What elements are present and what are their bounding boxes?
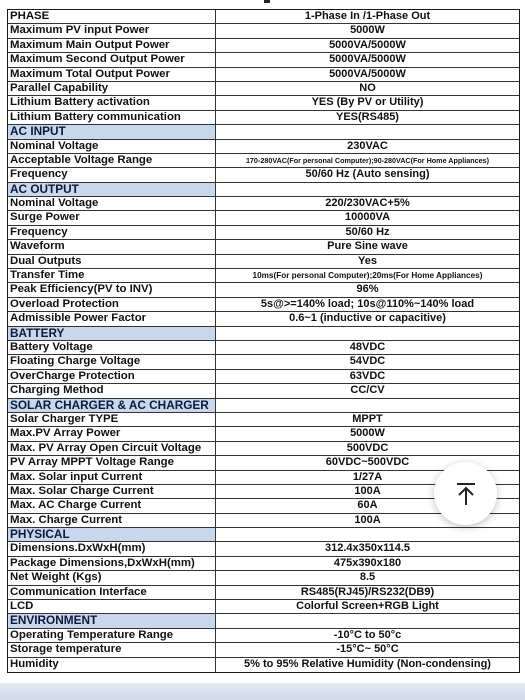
spec-value: 48VDC bbox=[349, 340, 386, 353]
spec-value bbox=[216, 528, 519, 541]
table-row bbox=[8, 542, 519, 556]
table-row bbox=[8, 643, 519, 657]
spec-label: Max. Solar Charge Current bbox=[8, 485, 216, 498]
table-row bbox=[8, 140, 519, 154]
spec-value: 5000VA/5000W bbox=[329, 67, 406, 80]
spec-label: Maximum PV input Power bbox=[8, 24, 216, 37]
spec-label: Max. Solar input Current bbox=[8, 471, 216, 484]
spec-value: 60A bbox=[357, 499, 378, 512]
table-row bbox=[8, 154, 519, 168]
table-row bbox=[8, 39, 519, 53]
spec-value: 170-280VAC(For personal Computer);90-280VAC(For Home Appliances) bbox=[245, 155, 490, 165]
spec-value: 63VDC bbox=[349, 369, 386, 382]
section-header bbox=[8, 528, 519, 542]
spec-value: 220/230VAC+5% bbox=[325, 197, 410, 210]
table-row bbox=[8, 96, 519, 110]
spec-label: Lithium Battery activation bbox=[8, 96, 216, 109]
section-title: SOLAR CHARGER & AC CHARGER bbox=[8, 399, 216, 412]
section-title: AC OUTPUT bbox=[8, 183, 216, 196]
spec-value: 5000VA/5000W bbox=[329, 53, 406, 66]
section-header bbox=[8, 183, 519, 197]
spec-label: Maximum Second Output Power bbox=[8, 53, 216, 66]
spec-value: 1/27A bbox=[352, 470, 383, 483]
scroll-to-top-button[interactable] bbox=[434, 462, 497, 525]
spec-value: 312.4x350x114.5 bbox=[324, 542, 411, 555]
spec-value: 10ms(For personal Computer);20ms(For Home Appliances) bbox=[252, 271, 483, 281]
spec-value: RS485(RJ45)/RS232(DB9) bbox=[300, 585, 435, 598]
spec-label: Peak Efficiency(PV to INV) bbox=[8, 283, 216, 296]
table-row bbox=[8, 269, 519, 283]
section-title: ENVIRONMENT bbox=[8, 614, 216, 627]
spec-value: 475x390x180 bbox=[333, 556, 402, 569]
bottom-strip bbox=[0, 683, 525, 700]
spec-value: 5000W bbox=[350, 427, 385, 440]
spec-value bbox=[216, 183, 519, 196]
table-row bbox=[8, 413, 519, 427]
spec-label: Acceptable Voltage Range bbox=[8, 154, 216, 167]
spec-label: Battery Voltage bbox=[8, 341, 216, 354]
table-row bbox=[8, 226, 519, 240]
spec-value: Colorful Screen+RGB Light bbox=[296, 600, 439, 613]
spec-value: 10000VA bbox=[344, 211, 391, 224]
spec-label: Storage temperature bbox=[8, 643, 216, 656]
spec-label: Dual Outputs bbox=[8, 255, 216, 268]
table-row bbox=[8, 197, 519, 211]
spec-value: 54VDC bbox=[349, 355, 386, 368]
table-row bbox=[8, 629, 519, 643]
spec-label: PHASE bbox=[8, 10, 216, 23]
spec-value bbox=[216, 399, 519, 412]
spec-label: Humidity bbox=[8, 658, 216, 672]
spec-label: Nominal Voltage bbox=[8, 197, 216, 210]
spec-value: 8.5 bbox=[359, 571, 376, 584]
spec-label: Max.PV Array Power bbox=[8, 427, 216, 440]
spec-label: Max. PV Array Open Circuit Voltage bbox=[8, 442, 216, 455]
table-row bbox=[8, 355, 519, 369]
spec-label: Frequency bbox=[8, 168, 216, 181]
table-row bbox=[8, 427, 519, 441]
section-title: PHYSICAL bbox=[8, 528, 216, 541]
spec-value: MPPT bbox=[352, 412, 383, 425]
table-row bbox=[8, 255, 519, 269]
spec-value: 5000VA/5000W bbox=[329, 38, 406, 51]
section-header bbox=[8, 614, 519, 628]
spec-label: Solar Charger TYPE bbox=[8, 413, 216, 426]
spec-label: Lithium Battery communication bbox=[8, 111, 216, 124]
spec-label: Admissible Power Factor bbox=[8, 312, 216, 325]
spec-value: -15°C~ 50°C bbox=[336, 643, 399, 656]
spec-label: Communication Interface bbox=[8, 586, 216, 599]
spec-label: Waveform bbox=[8, 240, 216, 253]
spec-label: Transfer Time bbox=[8, 269, 216, 282]
spec-value: 50/60 Hz (Auto sensing) bbox=[305, 168, 430, 181]
spec-label: Overload Protection bbox=[8, 298, 216, 311]
spec-label: Dimensions.DxWxH(mm) bbox=[8, 542, 216, 555]
spec-label: Maximum Total Output Power bbox=[8, 68, 216, 81]
table-row bbox=[8, 53, 519, 67]
spec-value: 500VDC bbox=[346, 441, 389, 454]
spec-label: Floating Charge Voltage bbox=[8, 355, 216, 368]
table-row bbox=[8, 283, 519, 297]
spec-value: YES(RS485) bbox=[336, 110, 399, 123]
table-row bbox=[8, 370, 519, 384]
section-header bbox=[8, 125, 519, 139]
spec-label: Charging Method bbox=[8, 384, 216, 397]
spec-label: Surge Power bbox=[8, 211, 216, 224]
section-title: BATTERY bbox=[8, 327, 216, 340]
spec-table bbox=[7, 9, 520, 673]
table-row bbox=[8, 312, 519, 326]
spec-label: PV Array MPPT Voltage Range bbox=[8, 456, 216, 469]
spec-value: CC/CV bbox=[350, 384, 385, 397]
spec-label: Parallel Capability bbox=[8, 82, 216, 95]
spec-value: 100A bbox=[354, 484, 381, 497]
spec-value: 5% to 95% Relative Humidity (Non-condensing) bbox=[244, 657, 491, 670]
spec-value: 100A bbox=[354, 513, 381, 526]
spec-label: Package Dimensions,DxWxH(mm) bbox=[8, 557, 216, 570]
spec-label: Nominal Voltage bbox=[8, 140, 216, 153]
spec-value: Yes bbox=[358, 254, 377, 267]
table-row bbox=[8, 586, 519, 600]
spec-value: 1-Phase In /1-Phase Out bbox=[304, 10, 431, 22]
header-row bbox=[8, 10, 519, 24]
table-row bbox=[8, 24, 519, 38]
spec-value: YES (By PV or Utility) bbox=[311, 96, 424, 109]
table-row bbox=[8, 341, 519, 355]
spec-value: -10°C to 50°c bbox=[333, 628, 402, 641]
spec-value bbox=[216, 327, 519, 340]
spec-label: OverCharge Protection bbox=[8, 370, 216, 383]
spec-label: Maximum Main Output Power bbox=[8, 39, 216, 52]
spec-value: 60VDC~500VDC bbox=[325, 456, 410, 469]
spec-value: NO bbox=[359, 81, 376, 94]
status-indicator bbox=[264, 0, 270, 3]
spec-label: Operating Temperature Range bbox=[8, 629, 216, 642]
table-row bbox=[8, 442, 519, 456]
spec-value: 230VAC bbox=[347, 139, 388, 152]
arrow-up-to-line-icon bbox=[453, 481, 479, 507]
spec-value bbox=[216, 125, 519, 138]
table-row bbox=[8, 456, 519, 470]
spec-label: Net Weight (Kgs) bbox=[8, 571, 216, 584]
table-row bbox=[8, 111, 519, 125]
spec-value: 0.6~1 (inductive or capacitive) bbox=[289, 312, 446, 325]
table-row bbox=[8, 211, 519, 225]
section-header bbox=[8, 399, 519, 413]
table-row bbox=[8, 658, 519, 672]
table-row bbox=[8, 68, 519, 82]
table-row bbox=[8, 298, 519, 312]
spec-value: Pure Sine wave bbox=[327, 240, 408, 253]
spec-label: LCD bbox=[8, 600, 216, 613]
table-row bbox=[8, 600, 519, 614]
table-row bbox=[8, 82, 519, 96]
spec-label: Max. AC Charge Current bbox=[8, 499, 216, 512]
table-row bbox=[8, 571, 519, 585]
spec-value: 5000W bbox=[350, 24, 385, 37]
spec-label: Max. Charge Current bbox=[8, 514, 216, 527]
spec-label: Frequency bbox=[8, 226, 216, 239]
spec-value: 5s@>=140% load; 10s@110%~140% load bbox=[260, 297, 475, 310]
section-header bbox=[8, 327, 519, 341]
table-row bbox=[8, 557, 519, 571]
table-row bbox=[8, 168, 519, 182]
spec-value: 50/60 Hz bbox=[345, 225, 390, 238]
table-row bbox=[8, 384, 519, 398]
spec-value bbox=[216, 614, 519, 627]
section-title: AC INPUT bbox=[8, 125, 216, 138]
table-row bbox=[8, 240, 519, 254]
spec-value: 96% bbox=[356, 283, 379, 296]
